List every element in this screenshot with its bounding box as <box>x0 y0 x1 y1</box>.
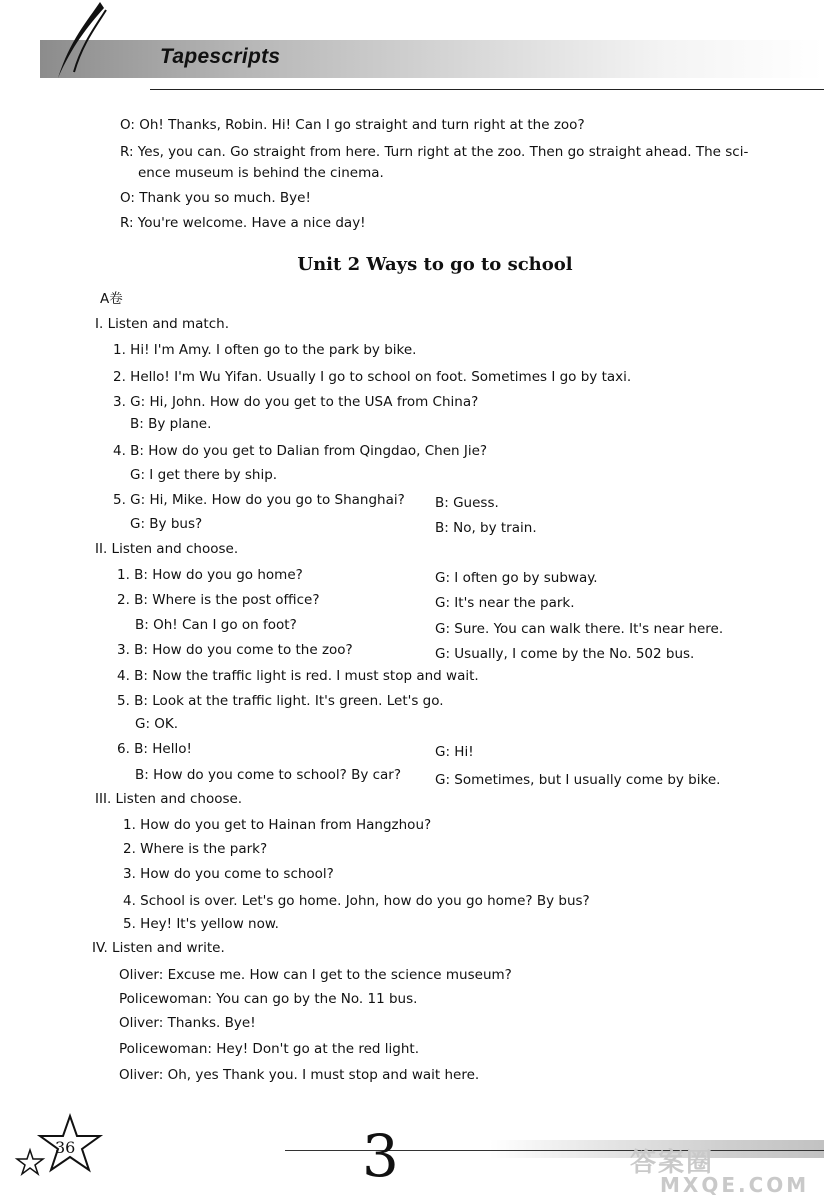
watermark-bottom: MXQE.COM <box>660 1173 810 1197</box>
page-number: 36 <box>55 1138 76 1157</box>
dialogue-line: O: Oh! Thanks, Robin. Hi! Can I go straight and turn right at the zoo? <box>120 117 585 133</box>
section-line: 4. School is over. Let's go home. John, how do you go home? By bus? <box>123 893 590 909</box>
section-line: 4. B: Now the traffic light is red. I must stop and wait. <box>117 668 479 684</box>
section-line: G: Sometimes, but I usually come by bike. <box>435 772 721 788</box>
section-line: G: I often go by subway. <box>435 570 598 586</box>
section-line: Oliver: Thanks. Bye! <box>119 1015 256 1031</box>
section-line: 1. How do you get to Hainan from Hangzhou? <box>123 817 432 833</box>
section-line: 3. B: How do you come to the zoo? <box>117 642 353 658</box>
dialogue-line: ence museum is behind the cinema. <box>138 165 384 181</box>
section-line: 1. Hi! I'm Amy. I often go to the park by bike. <box>113 342 417 358</box>
section-line: 6. B: Hello! <box>117 741 192 757</box>
handwritten-mark <box>360 1122 410 1188</box>
handwritten-mark-text: 3 <box>362 1122 399 1188</box>
section-line: 3. How do you come to school? <box>123 866 334 882</box>
page-header-title: Tapescripts <box>160 45 281 68</box>
section-title: III. Listen and choose. <box>95 791 243 807</box>
section-line: G: Usually, I come by the No. 502 bus. <box>435 646 695 662</box>
section-line: B: No, by train. <box>435 520 537 536</box>
section-line: G: It's near the park. <box>435 595 575 611</box>
dialogue-line: R: Yes, you can. Go straight from here. Turn right at the zoo. Then go straight ahead. The sci- <box>120 144 749 160</box>
dialogue-line: O: Thank you so much. Bye! <box>120 190 311 206</box>
section-line: G: By bus? <box>130 516 203 532</box>
section-line: B: How do you come to school? By car? <box>135 767 402 783</box>
section-line: Policewoman: You can go by the No. 11 bus. <box>119 991 418 1007</box>
section-line: 5. B: Look at the traffic light. It's green. Let's go. <box>117 693 444 709</box>
section-line: G: OK. <box>135 716 179 732</box>
section-line: 5. Hey! It's yellow now. <box>123 916 279 932</box>
watermark-top: 答案圈 <box>630 1148 715 1178</box>
section-title: IV. Listen and write. <box>92 940 225 956</box>
section-line: G: I get there by ship. <box>130 467 278 483</box>
section-title: I. Listen and match. <box>95 316 229 332</box>
watermark <box>630 1142 809 1197</box>
unit-title: Unit 2 Ways to go to school <box>297 254 573 275</box>
section-title: II. Listen and choose. <box>95 541 239 557</box>
section-line: Policewoman: Hey! Don't go at the red light. <box>119 1041 419 1057</box>
paper-label: A卷 <box>100 291 123 307</box>
section-line: G: Hi! <box>435 744 474 760</box>
section-line: 2. Hello! I'm Wu Yifan. Usually I go to school on foot. Sometimes I go by taxi. <box>113 369 632 385</box>
section-line: B: Oh! Can I go on foot? <box>135 617 297 633</box>
section-line: 1. B: How do you go home? <box>117 567 303 583</box>
section-line: Oliver: Oh, yes Thank you. I must stop and wait here. <box>119 1067 480 1083</box>
section-line: B: By plane. <box>130 416 212 432</box>
section-line: 2. B: Where is the post office? <box>117 592 320 608</box>
section-line: 5. G: Hi, Mike. How do you go to Shanghai? <box>113 492 405 508</box>
section-line: 4. B: How do you get to Dalian from Qingdao, Chen Jie? <box>113 443 488 459</box>
section-line: 2. Where is the park? <box>123 841 268 857</box>
dialogue-line: R: You're welcome. Have a nice day! <box>120 215 366 231</box>
section-line: Oliver: Excuse me. How can I get to the science museum? <box>119 967 512 983</box>
section-line: 3. G: Hi, John. How do you get to the USA from China? <box>113 394 479 410</box>
section-line: G: Sure. You can walk there. It's near here. <box>435 621 724 637</box>
section-line: B: Guess. <box>435 495 499 511</box>
